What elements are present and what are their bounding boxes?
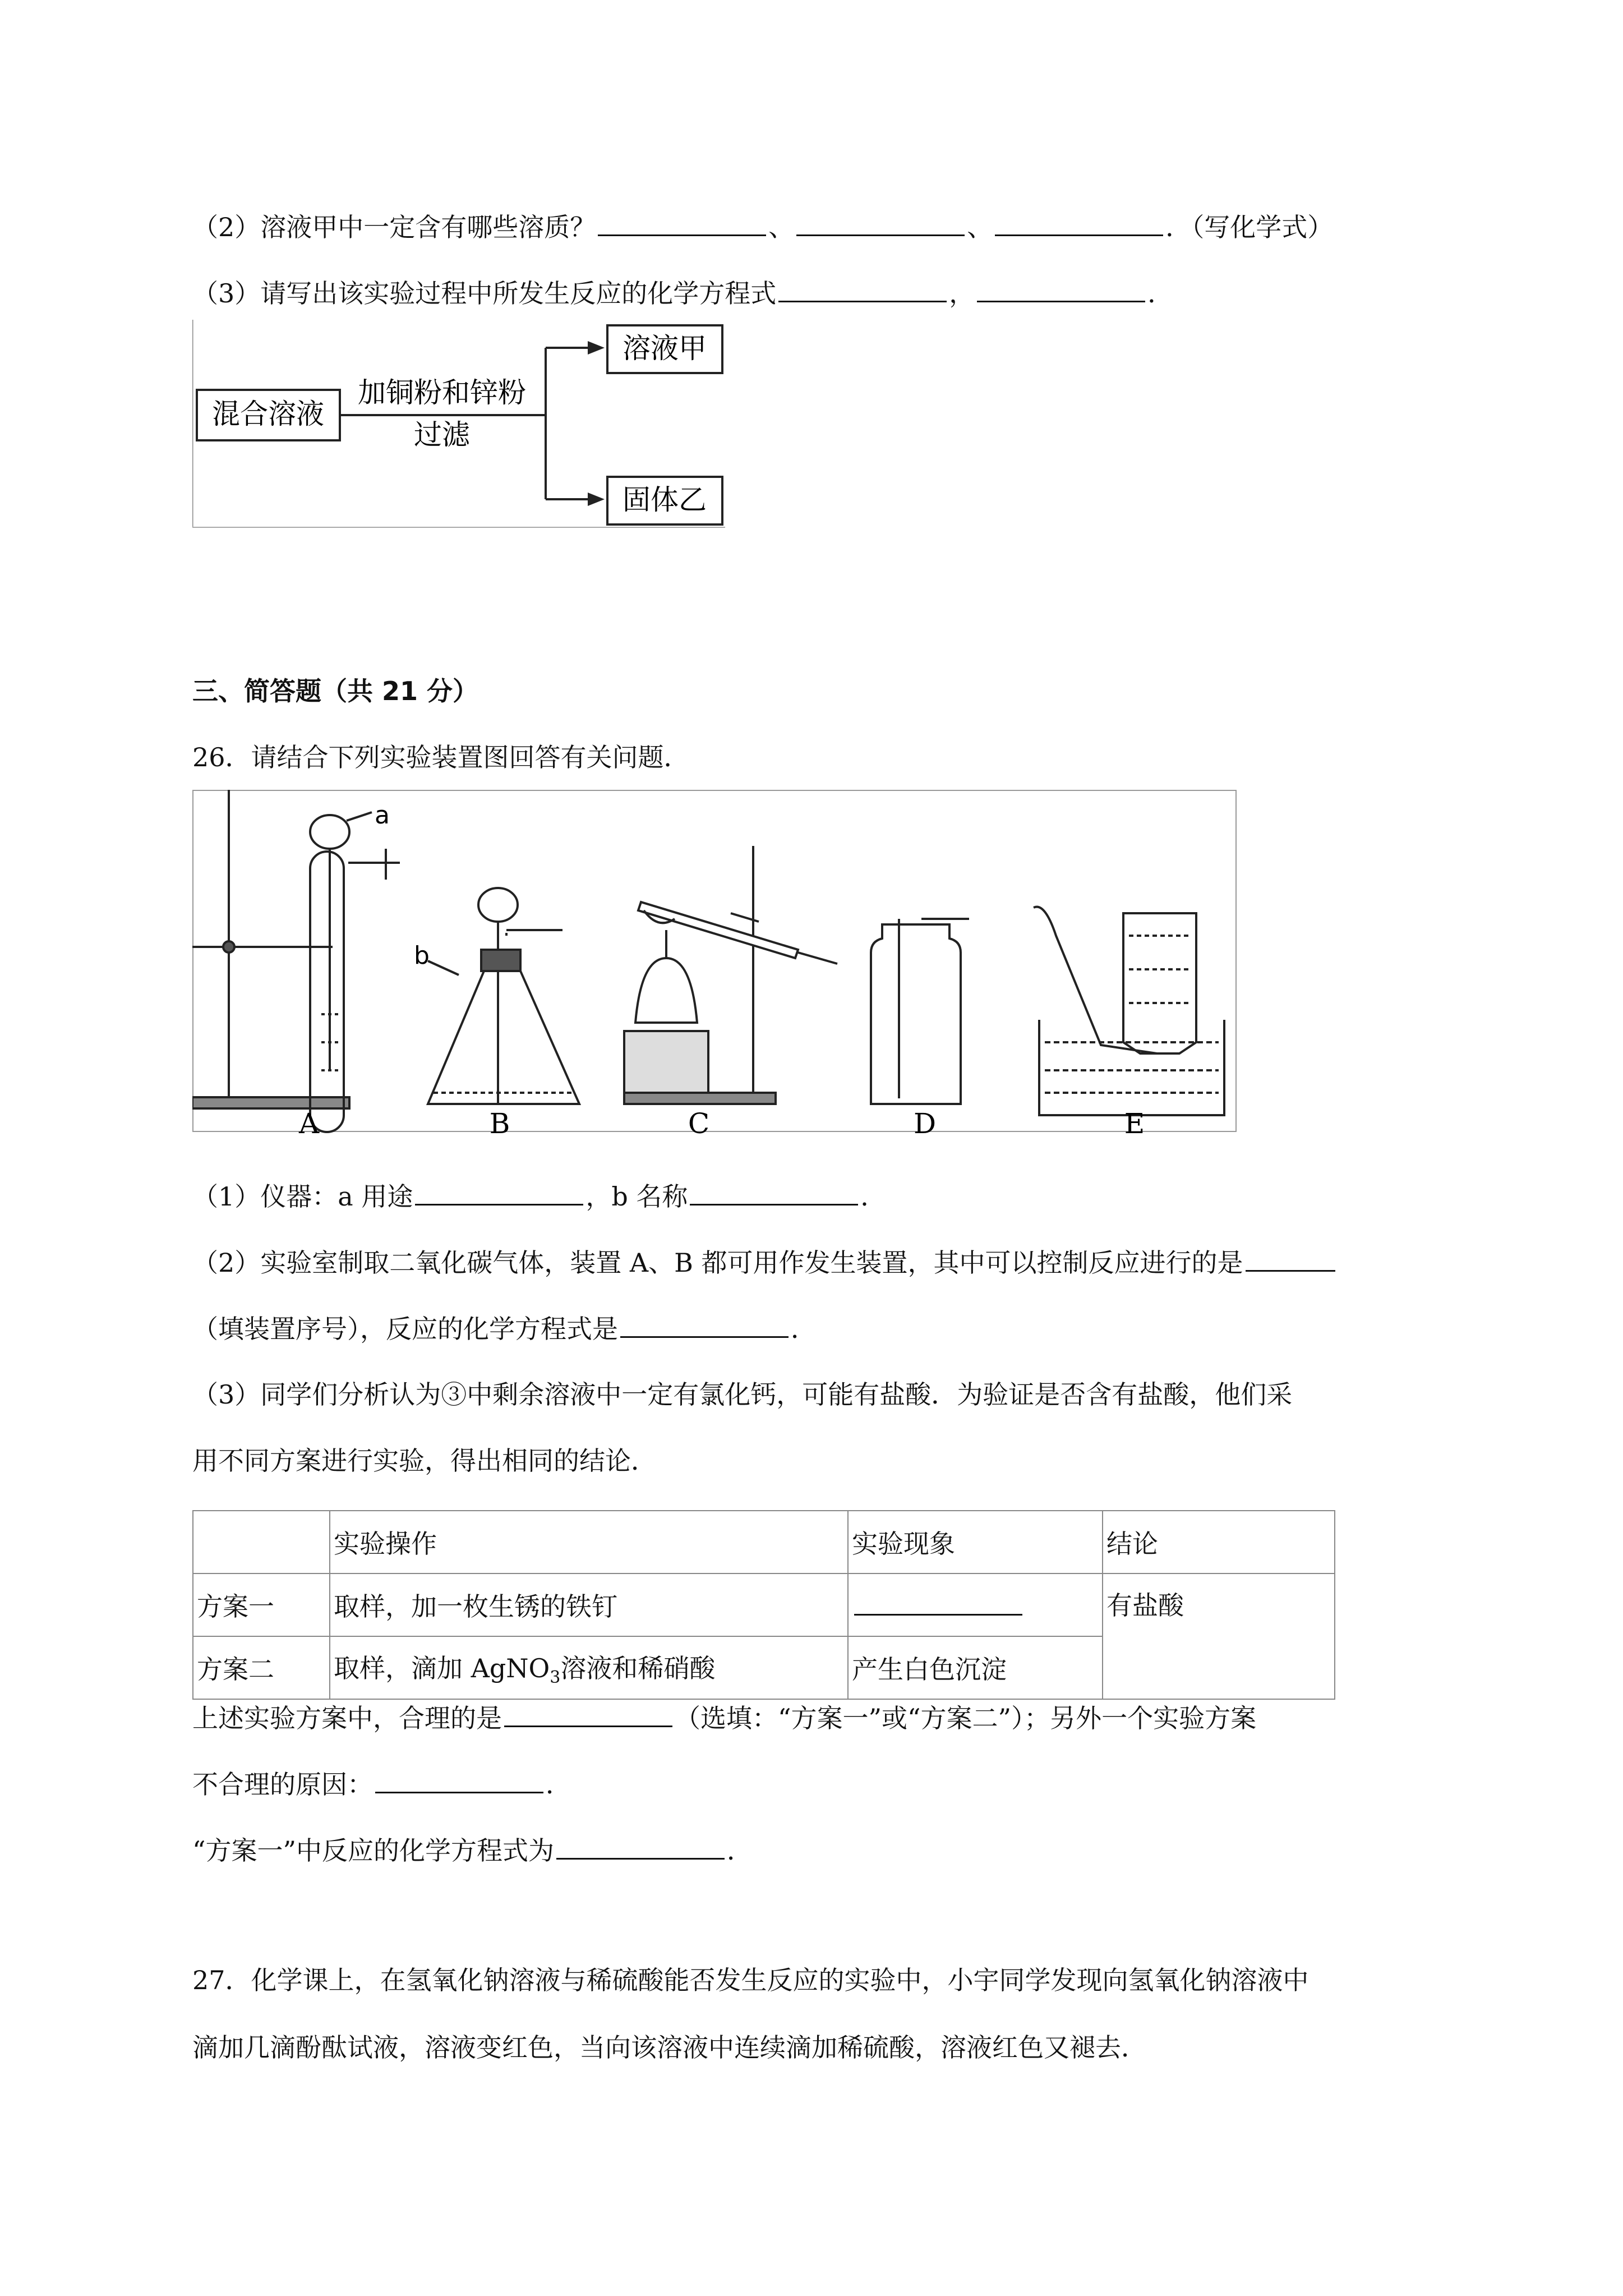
flow-box-top-label: 溶液甲	[623, 332, 707, 365]
apparatus-e	[1034, 907, 1224, 1115]
q25-part2: （2）溶液甲中一定含有哪些溶质？ 、 、 ．（写化学式）	[192, 209, 1333, 244]
flow-box-bottom-label: 固体乙	[623, 484, 707, 516]
tag-a: a	[375, 801, 390, 830]
answer-blank[interactable]	[977, 275, 1145, 302]
arrow-head-icon	[588, 493, 605, 506]
table-row	[193, 1573, 1335, 1636]
experiment-table	[192, 1510, 1335, 1700]
q25-part3: （3）请写出该实验过程中所发生反应的化学方程式 ， ．	[192, 275, 1173, 310]
answer-blank[interactable]	[504, 1700, 672, 1727]
q26-after-line1: 上述实验方案中，合理的是 （选填：“方案一”或“方案二”）；另外一个实验方案	[192, 1700, 1256, 1735]
q26-part2-line1: （2）实验室制取二氧化碳气体，装置 A、B 都可用作发生装置，其中可以控制反应进行的是	[192, 1244, 1338, 1280]
q26-part1: （1）仪器：a 用途 ，b 名称 ．	[192, 1178, 886, 1213]
plan-name-cell: 方案二	[193, 1636, 330, 1699]
plan-operation-cell: 取样，滴加 AgNO$_3$溶液和稀硝酸	[330, 1636, 848, 1699]
answer-blank[interactable]	[854, 1588, 1022, 1616]
apparatus-label-d: D	[913, 1107, 937, 1138]
q26-after-line2: 不合理的原因： ．	[192, 1766, 571, 1801]
table-header-cell: 实验现象	[848, 1511, 1103, 1573]
answer-blank[interactable]	[995, 209, 1163, 236]
apparatus-label-b: B	[489, 1107, 510, 1138]
q27-line2: 滴加几滴酚酞试液，溶液变红色，当向该溶液中连续滴加稀硫酸，溶液红色又褪去．	[192, 2032, 1147, 2063]
plan-phenomenon-cell	[848, 1573, 1103, 1636]
table-header-row	[193, 1511, 1335, 1573]
q26-after-line3: “方案一”中反应的化学方程式为 ．	[192, 1832, 753, 1867]
apparatus-d	[871, 919, 969, 1104]
answer-blank[interactable]	[620, 1310, 789, 1338]
flow-box-left-label: 混合溶液	[212, 398, 324, 430]
answer-blank[interactable]	[556, 1832, 725, 1860]
plan-name-cell: 方案一	[193, 1573, 330, 1636]
apparatus-b	[428, 888, 579, 1104]
apparatus-a	[192, 790, 400, 1132]
q26-stem: 26．请结合下列实验装置图回答有关问题．	[192, 742, 690, 772]
answer-blank[interactable]	[375, 1766, 543, 1793]
section-title: 三、简答题（共 21 分）	[192, 676, 479, 706]
answer-blank[interactable]	[690, 1178, 858, 1205]
q26-part3-line2: 用不同方案进行实验，得出相同的结论．	[192, 1446, 657, 1476]
plan-conclusion-cell: 有盐酸	[1103, 1573, 1335, 1699]
apparatus-figure	[192, 790, 1237, 1138]
plan-operation-cell: 取样，加一枚生锈的铁钉	[330, 1573, 848, 1636]
table-header-cell: 结论	[1103, 1511, 1335, 1573]
flow-reagent-label: 加铜粉和锌粉	[358, 376, 526, 409]
q26-part2-line2: （填装置序号），反应的化学方程式是 ．	[192, 1310, 817, 1346]
answer-blank[interactable]	[598, 209, 766, 236]
plan-phenomenon-cell: 产生白色沉淀	[848, 1636, 1103, 1699]
arrow-head-icon	[588, 341, 605, 355]
q26-part3-line1: （3）同学们分析认为③中剩余溶液中一定有氯化钙，可能有盐酸．为验证是否含有盐酸，他们采	[192, 1379, 1293, 1410]
q27-line1: 27．化学课上，在氢氧化钠溶液与稀硫酸能否发生反应的实验中，小宇同学发现向氢氧化钠溶液中	[192, 1965, 1309, 1995]
apparatus-label-c: C	[688, 1107, 710, 1138]
answer-blank[interactable]	[415, 1178, 583, 1205]
tag-b: b	[414, 941, 430, 970]
flowchart-diagram	[192, 320, 731, 533]
apparatus-c	[624, 846, 837, 1104]
table-header-cell	[193, 1511, 330, 1573]
apparatus-label-a: A	[298, 1107, 320, 1138]
flow-filter-label: 过滤	[414, 418, 470, 451]
answer-blank[interactable]	[778, 275, 947, 302]
answer-blank[interactable]	[796, 209, 965, 236]
apparatus-label-e: E	[1124, 1107, 1145, 1138]
answer-blank[interactable]	[1246, 1244, 1335, 1272]
table-header-cell: 实验操作	[330, 1511, 848, 1573]
